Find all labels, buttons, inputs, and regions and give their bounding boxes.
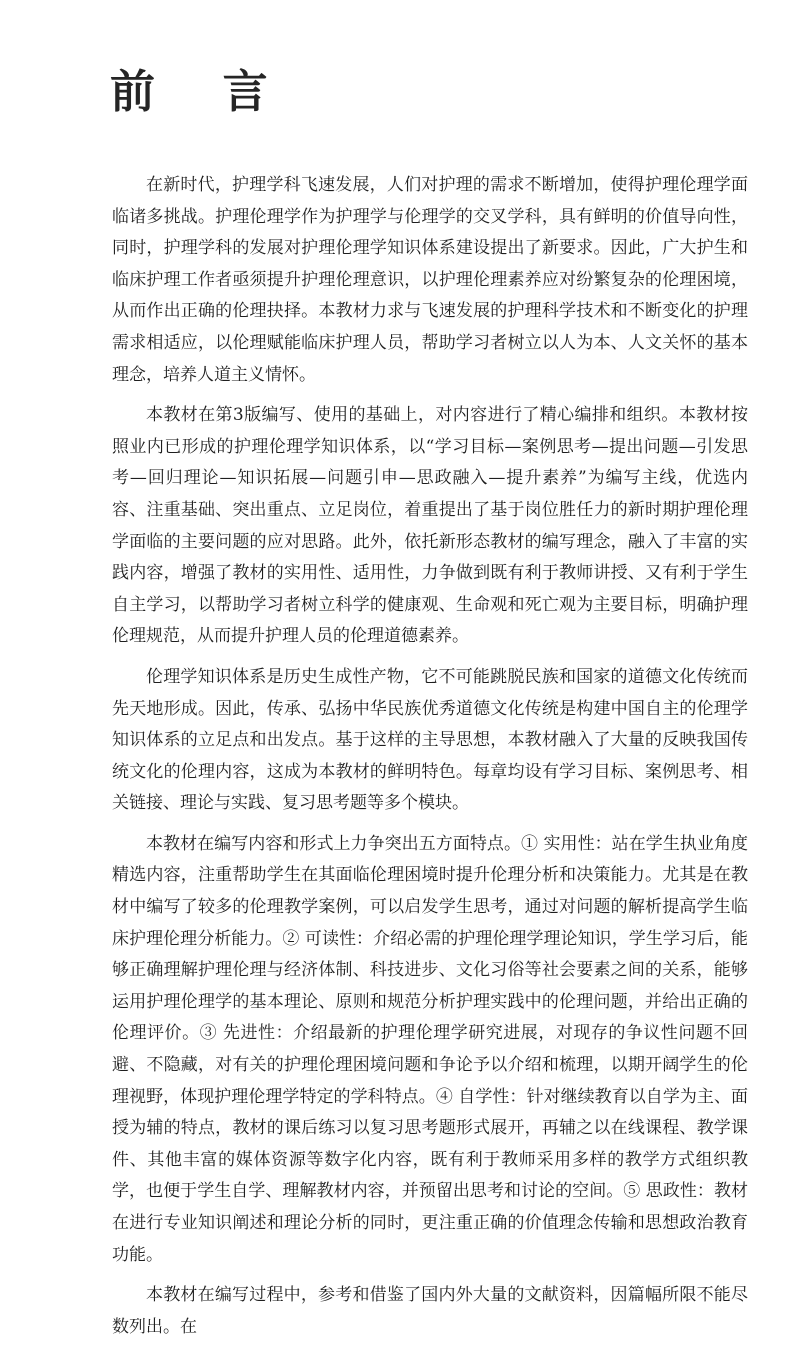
body-text (112, 170, 748, 1352)
paragraph: 本教材在编写过程中，参考和借鉴了国内外大量的文献资料，因篇幅所限不能尽数列出。在 (112, 1285, 748, 1337)
paragraph: 在新时代，护理学科飞速发展，人们对护理的需求不断增加，使得护理伦理学面临诸多挑战。护理伦理学作为护理学与伦理学的交叉学科，具有鲜明的价值导向性，同时，护理学科的发展对护理伦理学知识体系建设提出了新要求。因此，广大护生和临床护理工作者亟须提升护理伦理意识，以护理伦理素养应对纷繁复杂的伦理困境，从而作出正确的伦理抉择。本教材力求与飞速发展的护理科学技术和不断变化的护理需求相适应，以伦理赋能临床护理人员，帮助学习者树立以人为本、人文关怀的基本理念，培养人道主义情怀。 (112, 175, 748, 385)
paragraph: 本教材在第3版编写、使用的基础上，对内容进行了精心编排和组织。本教材按照业内已形成的护理伦理学知识体系，以“学习目标—案例思考—提出问题—引发思考—回归理论—知识拓展—问题引申—思政融入—提升素养”为编写主线，优选内容、注重基础、突出重点、立足岗位，着重提出了基于岗位胜任力的新时期护理伦理学面临的主要问题的应对思路。此外，依托新形态教材的编写理念，融入了丰富的实践内容，增强了教材的实用性、适用性，力争做到既有利于教师讲授、又有利于学生自主学习，以帮助学习者树立科学的健康观、生命观和死亡观为主要目标，明确护理伦理规范，从而提升护理人员的伦理道德素养。 (112, 405, 748, 647)
page-title: 前 言 (110, 65, 294, 118)
paragraph: 伦理学知识体系是历史生成性产物，它不可能跳脱民族和国家的道德文化传统而先天地形成。因此，传承、弘扬中华民族优秀道德文化传统是构建中国自主的伦理学知识体系的立足点和出发点。基于这样的主导思想，本教材融入了大量的反映我国传统文化的伦理内容，这成为本教材的鲜明特色。每章均设有学习目标、案例思考、相关链接、理论与实践、复习思考题等多个模块。 (112, 666, 748, 814)
paragraph: 本教材在编写内容和形式上力争突出五方面特点。① 实用性：站在学生执业角度精选内容，注重帮助学生在其面临伦理困境时提升伦理分析和决策能力。尤其是在教材中编写了较多的伦理教学案例，可以启发学生思考，通过对问题的解析提高学生临床护理伦理分析能力。② 可读性：介绍必需的护理伦理学理论知识，学生学习后，能够正确理解护理伦理与经济体制、科技进步、文化习俗等社会要素之间的关系，能够运用护理伦理学的基本理论、原则和规范分析护理实践中的伦理问题，并给出正确的伦理评价。③ 先进性：介绍最新的护理伦理学研究进展，对现存的争议性问题不回避、不隐藏，对有关的护理伦理困境问题和争论予以介绍和梳理，以期开阔学生的伦理视野，体现护理伦理学特定的学科特点。④ 自学性：针对继续教育以自学为主、面授为辅的特点，教材的课后练习以复习思考题形式展开，再辅之以在线课程、教学课件、其他丰富的媒体资源等数字化内容，既有利于教师采用多样的教学方式组织教学，也便于学生自学、理解教材内容，并预留出思考和讨论的空间。⑤ 思政性：教材在进行专业知识阐述和理论分析的同时，更注重正确的价值理念传输和思想政治教育功能。 (112, 833, 748, 1265)
